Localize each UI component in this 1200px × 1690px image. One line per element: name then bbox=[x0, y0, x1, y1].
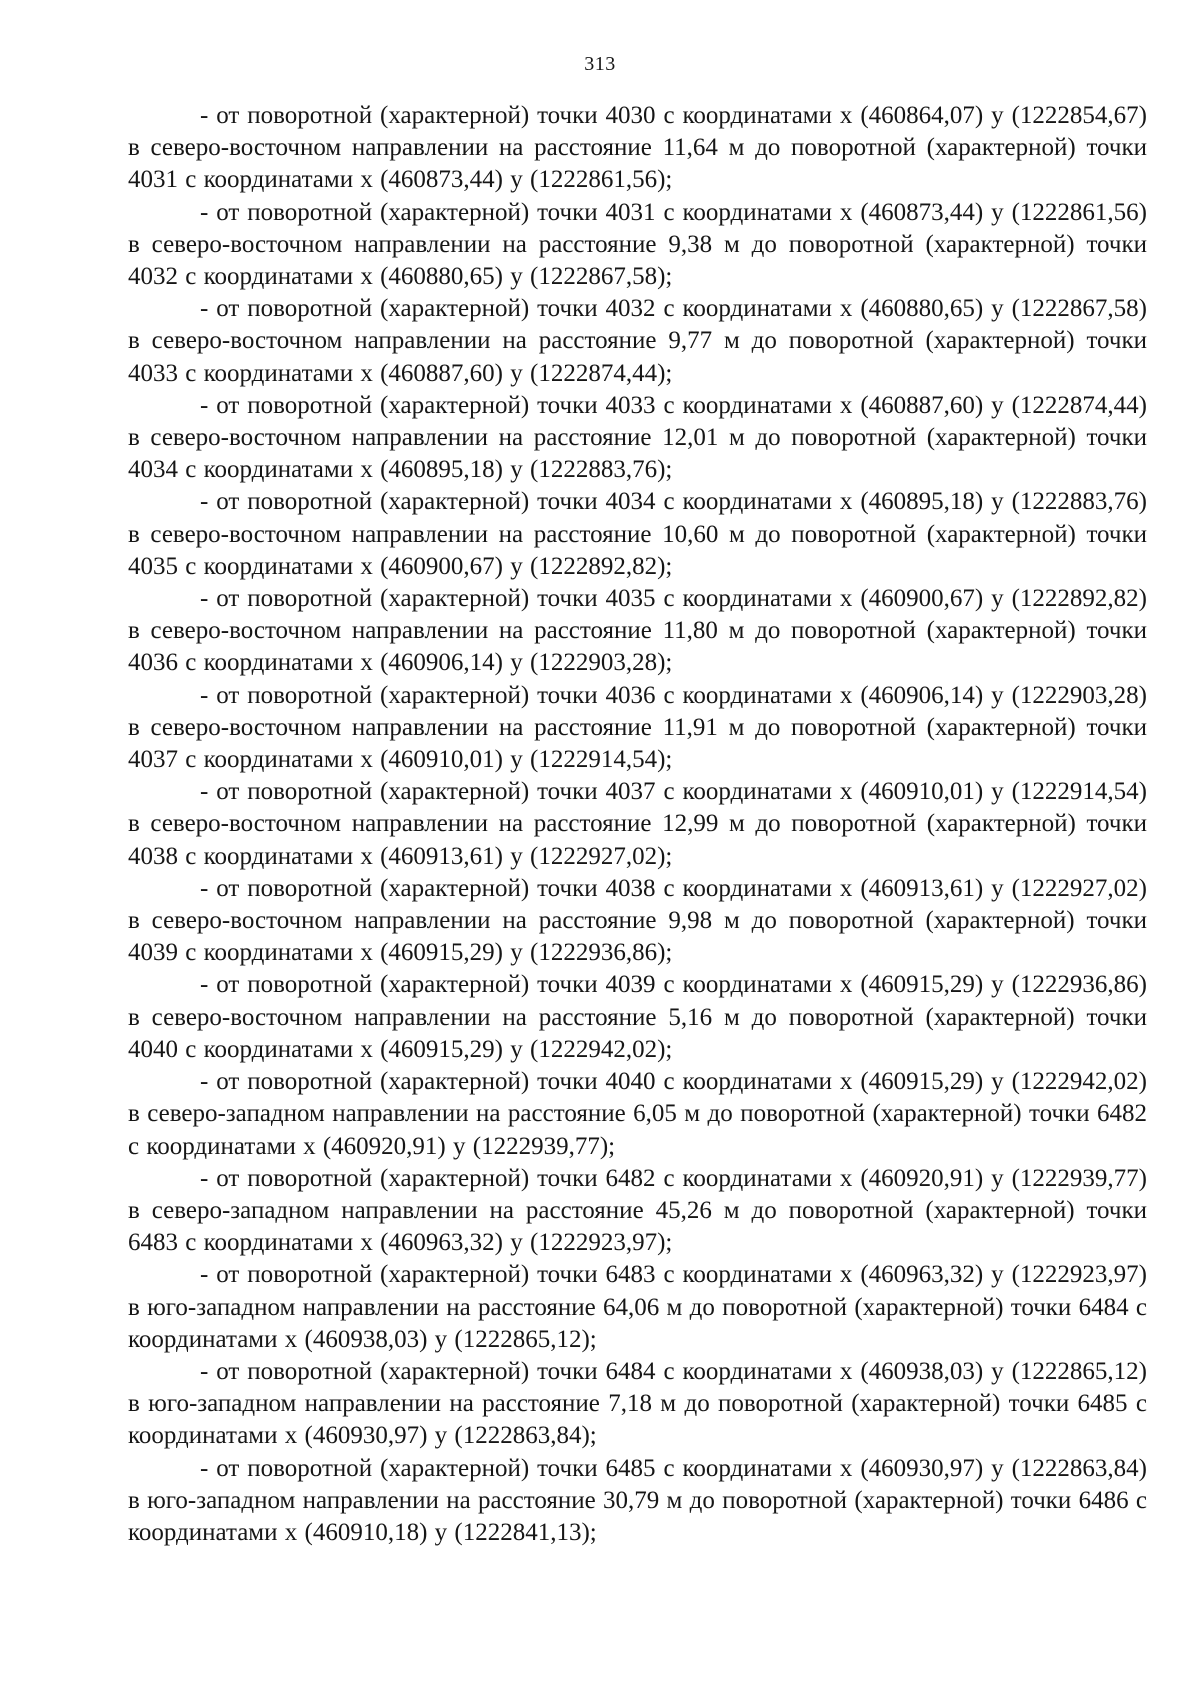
boundary-segment-paragraph: - от поворотной (характерной) точки 6482 с координатами x (460920,91) y (1222939,77) в северо-западном направлении на расстояние 45,26 м до поворотной (характерной) точки 6483 с координатами x (460963,32) y (1222923,97); bbox=[128, 1164, 1147, 1257]
boundary-segment-paragraph: - от поворотной (характерной) точки 4037 с координатами x (460910,01) y (1222914,54) в северо-восточном направлении на расстояние 12,99 м до поворотной (характерной) точки 4038 с координатами x (460913,61) y (1222927,02); bbox=[128, 778, 1147, 870]
boundary-segment-paragraph: - от поворотной (характерной) точки 4031 с координатами x (460873,44) y (1222861,56) в северо-восточном направлении на расстояние 9,38 м до поворотной (характерной) точки 4032 с координатами x (460880,65) y (1222867,58); bbox=[128, 198, 1147, 291]
boundary-segment-paragraph: - от поворотной (характерной) точки 4033 с координатами x (460887,60) y (1222874,44) в северо-восточном направлении на расстояние 12,01 м до поворотной (характерной) точки 4034 с координатами x (460895,18) y (1222883,76); bbox=[128, 391, 1147, 484]
boundary-segment-paragraph: - от поворотной (характерной) точки 4040 с координатами x (460915,29) y (1222942,02) в северо-западном направлении на расстояние 6,05 м до поворотной (характерной) точки 6482 с координатами x (460920,91) y (1222939,77); bbox=[128, 1068, 1147, 1160]
boundary-segment-paragraph: - от поворотной (характерной) точки 6483 с координатами x (460963,32) y (1222923,97) в юго-западном направлении на расстояние 64,06 м до поворотной (характерной) точки 6484 с координатами x (460938,03) y (1222865,12); bbox=[128, 1261, 1147, 1353]
boundary-segment-paragraph: - от поворотной (характерной) точки 4038 с координатами x (460913,61) y (1222927,02) в северо-восточном направлении на расстояние 9,98 м до поворотной (характерной) точки 4039 с координатами x (460915,29) y (1222936,86); bbox=[128, 874, 1147, 967]
boundary-segment-paragraph: - от поворотной (характерной) точки 4035 с координатами x (460900,67) y (1222892,82) в северо-восточном направлении на расстояние 11,80 м до поворотной (характерной) точки 4036 с координатами x (460906,14) y (1222903,28); bbox=[128, 585, 1147, 677]
document-body bbox=[128, 100, 1147, 1549]
page-number: 313 bbox=[584, 53, 616, 75]
boundary-segment-paragraph: - от поворотной (характерной) точки 4036 с координатами x (460906,14) y (1222903,28) в северо-восточном направлении на расстояние 11,91 м до поворотной (характерной) точки 4037 с координатами x (460910,01) y (1222914,54); bbox=[128, 681, 1147, 774]
boundary-segment-paragraph: - от поворотной (характерной) точки 4032 с координатами x (460880,65) y (1222867,58) в северо-восточном направлении на расстояние 9,77 м до поворотной (характерной) точки 4033 с координатами x (460887,60) y (1222874,44); bbox=[128, 295, 1147, 387]
boundary-segment-paragraph: - от поворотной (характерной) точки 6484 с координатами x (460938,03) y (1222865,12) в юго-западном направлении на расстояние 7,18 м до поворотной (характерной) точки 6485 с координатами x (460930,97) y (1222863,84); bbox=[128, 1357, 1147, 1450]
boundary-segment-paragraph: - от поворотной (характерной) точки 4030 с координатами x (460864,07) y (1222854,67) в северо-восточном направлении на расстояние 11,64 м до поворотной (характерной) точки 4031 с координатами x (460873,44) y (1222861,56); bbox=[128, 102, 1147, 194]
boundary-segment-paragraph: - от поворотной (характерной) точки 6485 с координатами x (460930,97) y (1222863,84) в юго-западном направлении на расстояние 30,79 м до поворотной (характерной) точки 6486 с координатами x (460910,18) y (1222841,13); bbox=[128, 1454, 1147, 1546]
boundary-segment-paragraph: - от поворотной (характерной) точки 4039 с координатами x (460915,29) y (1222936,86) в северо-восточном направлении на расстояние 5,16 м до поворотной (характерной) точки 4040 с координатами x (460915,29) y (1222942,02); bbox=[128, 971, 1147, 1063]
boundary-segment-paragraph: - от поворотной (характерной) точки 4034 с координатами x (460895,18) y (1222883,76) в северо-восточном направлении на расстояние 10,60 м до поворотной (характерной) точки 4035 с координатами x (460900,67) y (1222892,82); bbox=[128, 488, 1147, 580]
